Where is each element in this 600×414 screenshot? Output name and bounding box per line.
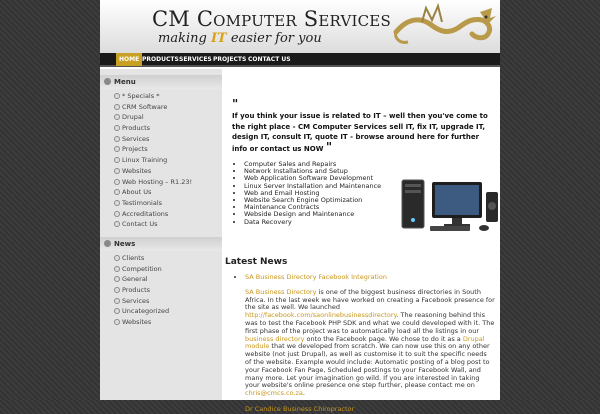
bullet-icon bbox=[114, 308, 120, 314]
service-item: • Website Search Engine Optimization bbox=[244, 197, 381, 204]
nav-projects[interactable]: PROJECTS bbox=[213, 56, 247, 63]
news-category-label: Clients bbox=[122, 254, 145, 262]
news-category-services[interactable] bbox=[114, 296, 169, 307]
menu-item-specials[interactable] bbox=[114, 91, 192, 102]
service-item: • Maintenance Contracts bbox=[244, 204, 381, 211]
bullet-icon bbox=[114, 125, 120, 131]
bullet-icon bbox=[114, 189, 120, 195]
tagline bbox=[158, 31, 322, 46]
menu-item-web-hosting[interactable] bbox=[114, 177, 192, 188]
service-item: • Data Recovery bbox=[244, 219, 381, 226]
menu-item-label: Accreditations bbox=[122, 209, 169, 218]
menu-list bbox=[114, 91, 192, 230]
news-category-competition[interactable] bbox=[114, 264, 169, 275]
news-text: . The reasoning behind this was to test the Facebook PHP SDK and what we could developed with it. The first phase of the project was to automatically load all the listings in our bbox=[245, 311, 495, 335]
page bbox=[100, 0, 500, 413]
news-body bbox=[245, 289, 495, 398]
news-link-drupal-module[interactable]: Drupal module bbox=[245, 334, 485, 351]
news-category-products[interactable] bbox=[114, 285, 169, 296]
service-item: • Network Installations and Setup bbox=[244, 168, 381, 175]
service-item: • Computer Sales and Repairs bbox=[244, 161, 381, 168]
bullet-icon bbox=[114, 211, 120, 217]
news-category-clients[interactable] bbox=[114, 253, 169, 264]
menu-item-products[interactable] bbox=[114, 123, 192, 134]
news-headline-link[interactable]: SA Business Directory Facebook Integration bbox=[245, 273, 387, 281]
quote-text: If you think your issue is related to IT – well then you've come to the right place - CM Computer Services sell IT, fix IT, upgrade IT, design IT, consult IT, quote IT - browse around here for further info or contact us NOW bbox=[232, 112, 488, 154]
menu-item-label: Services bbox=[122, 134, 150, 143]
service-item: • Web Application Software Development bbox=[244, 175, 381, 182]
menu-item-contact-us[interactable] bbox=[114, 219, 192, 230]
menu-item-label: About Us bbox=[122, 188, 152, 197]
tagline-pre: making bbox=[158, 31, 211, 46]
news-link-business-directory[interactable]: business directory bbox=[245, 334, 305, 343]
service-item: • Webside Design and Maintenance bbox=[244, 211, 381, 218]
news-category-uncategorized[interactable] bbox=[114, 306, 169, 317]
news-icon bbox=[104, 240, 111, 247]
news-category-label: Websites bbox=[122, 318, 152, 327]
news-title: News bbox=[114, 240, 136, 248]
nav-contact-us[interactable]: CONTACT US bbox=[248, 56, 291, 63]
bullet-icon bbox=[114, 200, 120, 206]
news-category-label: Uncategorized bbox=[122, 307, 170, 316]
menu-item-label: CRM Software bbox=[122, 102, 168, 111]
bullet-icon bbox=[114, 157, 120, 163]
bullet-icon bbox=[114, 168, 120, 174]
news-headline-link[interactable]: Dr Candice Business Chiropractor bbox=[245, 404, 355, 413]
menu-item-testimonials[interactable] bbox=[114, 198, 192, 209]
services-list bbox=[244, 161, 381, 226]
news-category-label: Products bbox=[122, 286, 151, 295]
news-category-label: Services bbox=[122, 296, 150, 305]
menu-item-websites[interactable] bbox=[114, 166, 192, 177]
news-text: . bbox=[302, 389, 305, 398]
tagline-highlight: IT bbox=[210, 31, 227, 46]
nav-products[interactable]: PRODUCTS bbox=[142, 56, 179, 63]
menu-title: Menu bbox=[114, 78, 136, 86]
menu-item-crm-software[interactable] bbox=[114, 102, 192, 113]
bullet-icon bbox=[114, 319, 120, 325]
bullet-icon bbox=[114, 146, 120, 152]
menu-heading bbox=[100, 75, 222, 89]
menu-item-label: Websites bbox=[122, 166, 152, 175]
service-item: • Linux Server Installation and Maintenance bbox=[244, 183, 381, 190]
tagline-post: easier for you bbox=[226, 31, 322, 46]
news-heading bbox=[100, 237, 222, 251]
news-text: that we developed from scratch. We can now use this on any other website (not just Drupal), as well as customise it to suit the specific needs of the website. Example would include: Automatic posting of a blog post to your Facebook Fan Page, Scheduled postings to your Facebook Wall, and many more. Let your imagination go wild. If you are interested in taking your website's online presence one step further, please contact me on bbox=[245, 342, 490, 390]
menu-item-label: Web Hosting – R1.23! bbox=[122, 177, 193, 186]
sidebar bbox=[100, 69, 222, 400]
header bbox=[100, 0, 500, 53]
news-category-label: Competition bbox=[122, 264, 162, 273]
news-category-websites[interactable] bbox=[114, 317, 169, 328]
latest-news-title: Latest News bbox=[225, 257, 288, 267]
menu-item-label: Products bbox=[122, 124, 151, 133]
menu-item-drupal[interactable] bbox=[114, 112, 192, 123]
menu-item-label: Linux Training bbox=[122, 156, 168, 165]
bullet-icon bbox=[114, 287, 120, 293]
news-item bbox=[245, 274, 495, 398]
menu-icon bbox=[104, 78, 111, 85]
bullet-icon bbox=[114, 104, 120, 110]
news-text: onto the Facebook page. We chose to do it as a bbox=[304, 334, 463, 343]
bullet-icon bbox=[114, 255, 120, 261]
news-link-directory[interactable]: SA Business Directory bbox=[245, 287, 317, 296]
bullet-icon bbox=[114, 298, 120, 304]
menu-item-accreditations[interactable] bbox=[114, 209, 192, 220]
service-item: • Web and Email Hosting bbox=[244, 190, 381, 197]
quote-open: " bbox=[232, 97, 239, 111]
bullet-icon bbox=[114, 276, 120, 282]
quote-close: " bbox=[325, 140, 333, 155]
main-content bbox=[225, 69, 500, 413]
news-item bbox=[245, 406, 495, 414]
bullet-icon bbox=[114, 136, 120, 142]
menu-item-label: Drupal bbox=[122, 113, 144, 122]
menu-item-about-us[interactable] bbox=[114, 187, 192, 198]
menu-item-label: Testimonials bbox=[122, 198, 163, 207]
intro-quote bbox=[232, 99, 492, 154]
bullet-icon bbox=[114, 93, 120, 99]
menu-item-services[interactable] bbox=[114, 134, 192, 145]
news-category-general[interactable] bbox=[114, 274, 169, 285]
bullet-icon bbox=[114, 266, 120, 272]
menu-item-label: * Specials * bbox=[122, 92, 160, 100]
nav-home[interactable]: HOME bbox=[116, 53, 142, 66]
news-text: is one of the biggest business directories in South Africa. In the last week we have worked on creating a Facebook presence for the site as well. We launched bbox=[245, 287, 495, 312]
news-link-email[interactable]: chris@cmcs.co.za bbox=[245, 389, 303, 398]
site-title[interactable]: CM Computer Services bbox=[152, 7, 391, 31]
menu-item-label: Contact Us bbox=[122, 220, 158, 229]
latest-news-list bbox=[245, 274, 495, 414]
bullet-icon bbox=[114, 179, 120, 185]
bullet-icon bbox=[114, 221, 120, 227]
news-category-list bbox=[114, 253, 169, 328]
menu-item-label: Projects bbox=[122, 145, 148, 154]
main-nav bbox=[100, 53, 500, 67]
bullet-icon bbox=[114, 114, 120, 120]
nav-services[interactable]: SERVICES bbox=[179, 56, 212, 63]
menu-item-linux-training[interactable] bbox=[114, 155, 192, 166]
news-link-facebook[interactable]: http://facebook.com/saonlinebusinessdirectory bbox=[245, 311, 397, 320]
computer-image-icon bbox=[400, 176, 500, 232]
menu-item-projects[interactable] bbox=[114, 144, 192, 155]
news-category-label: General bbox=[122, 275, 148, 284]
dragon-logo-icon bbox=[392, 2, 498, 52]
